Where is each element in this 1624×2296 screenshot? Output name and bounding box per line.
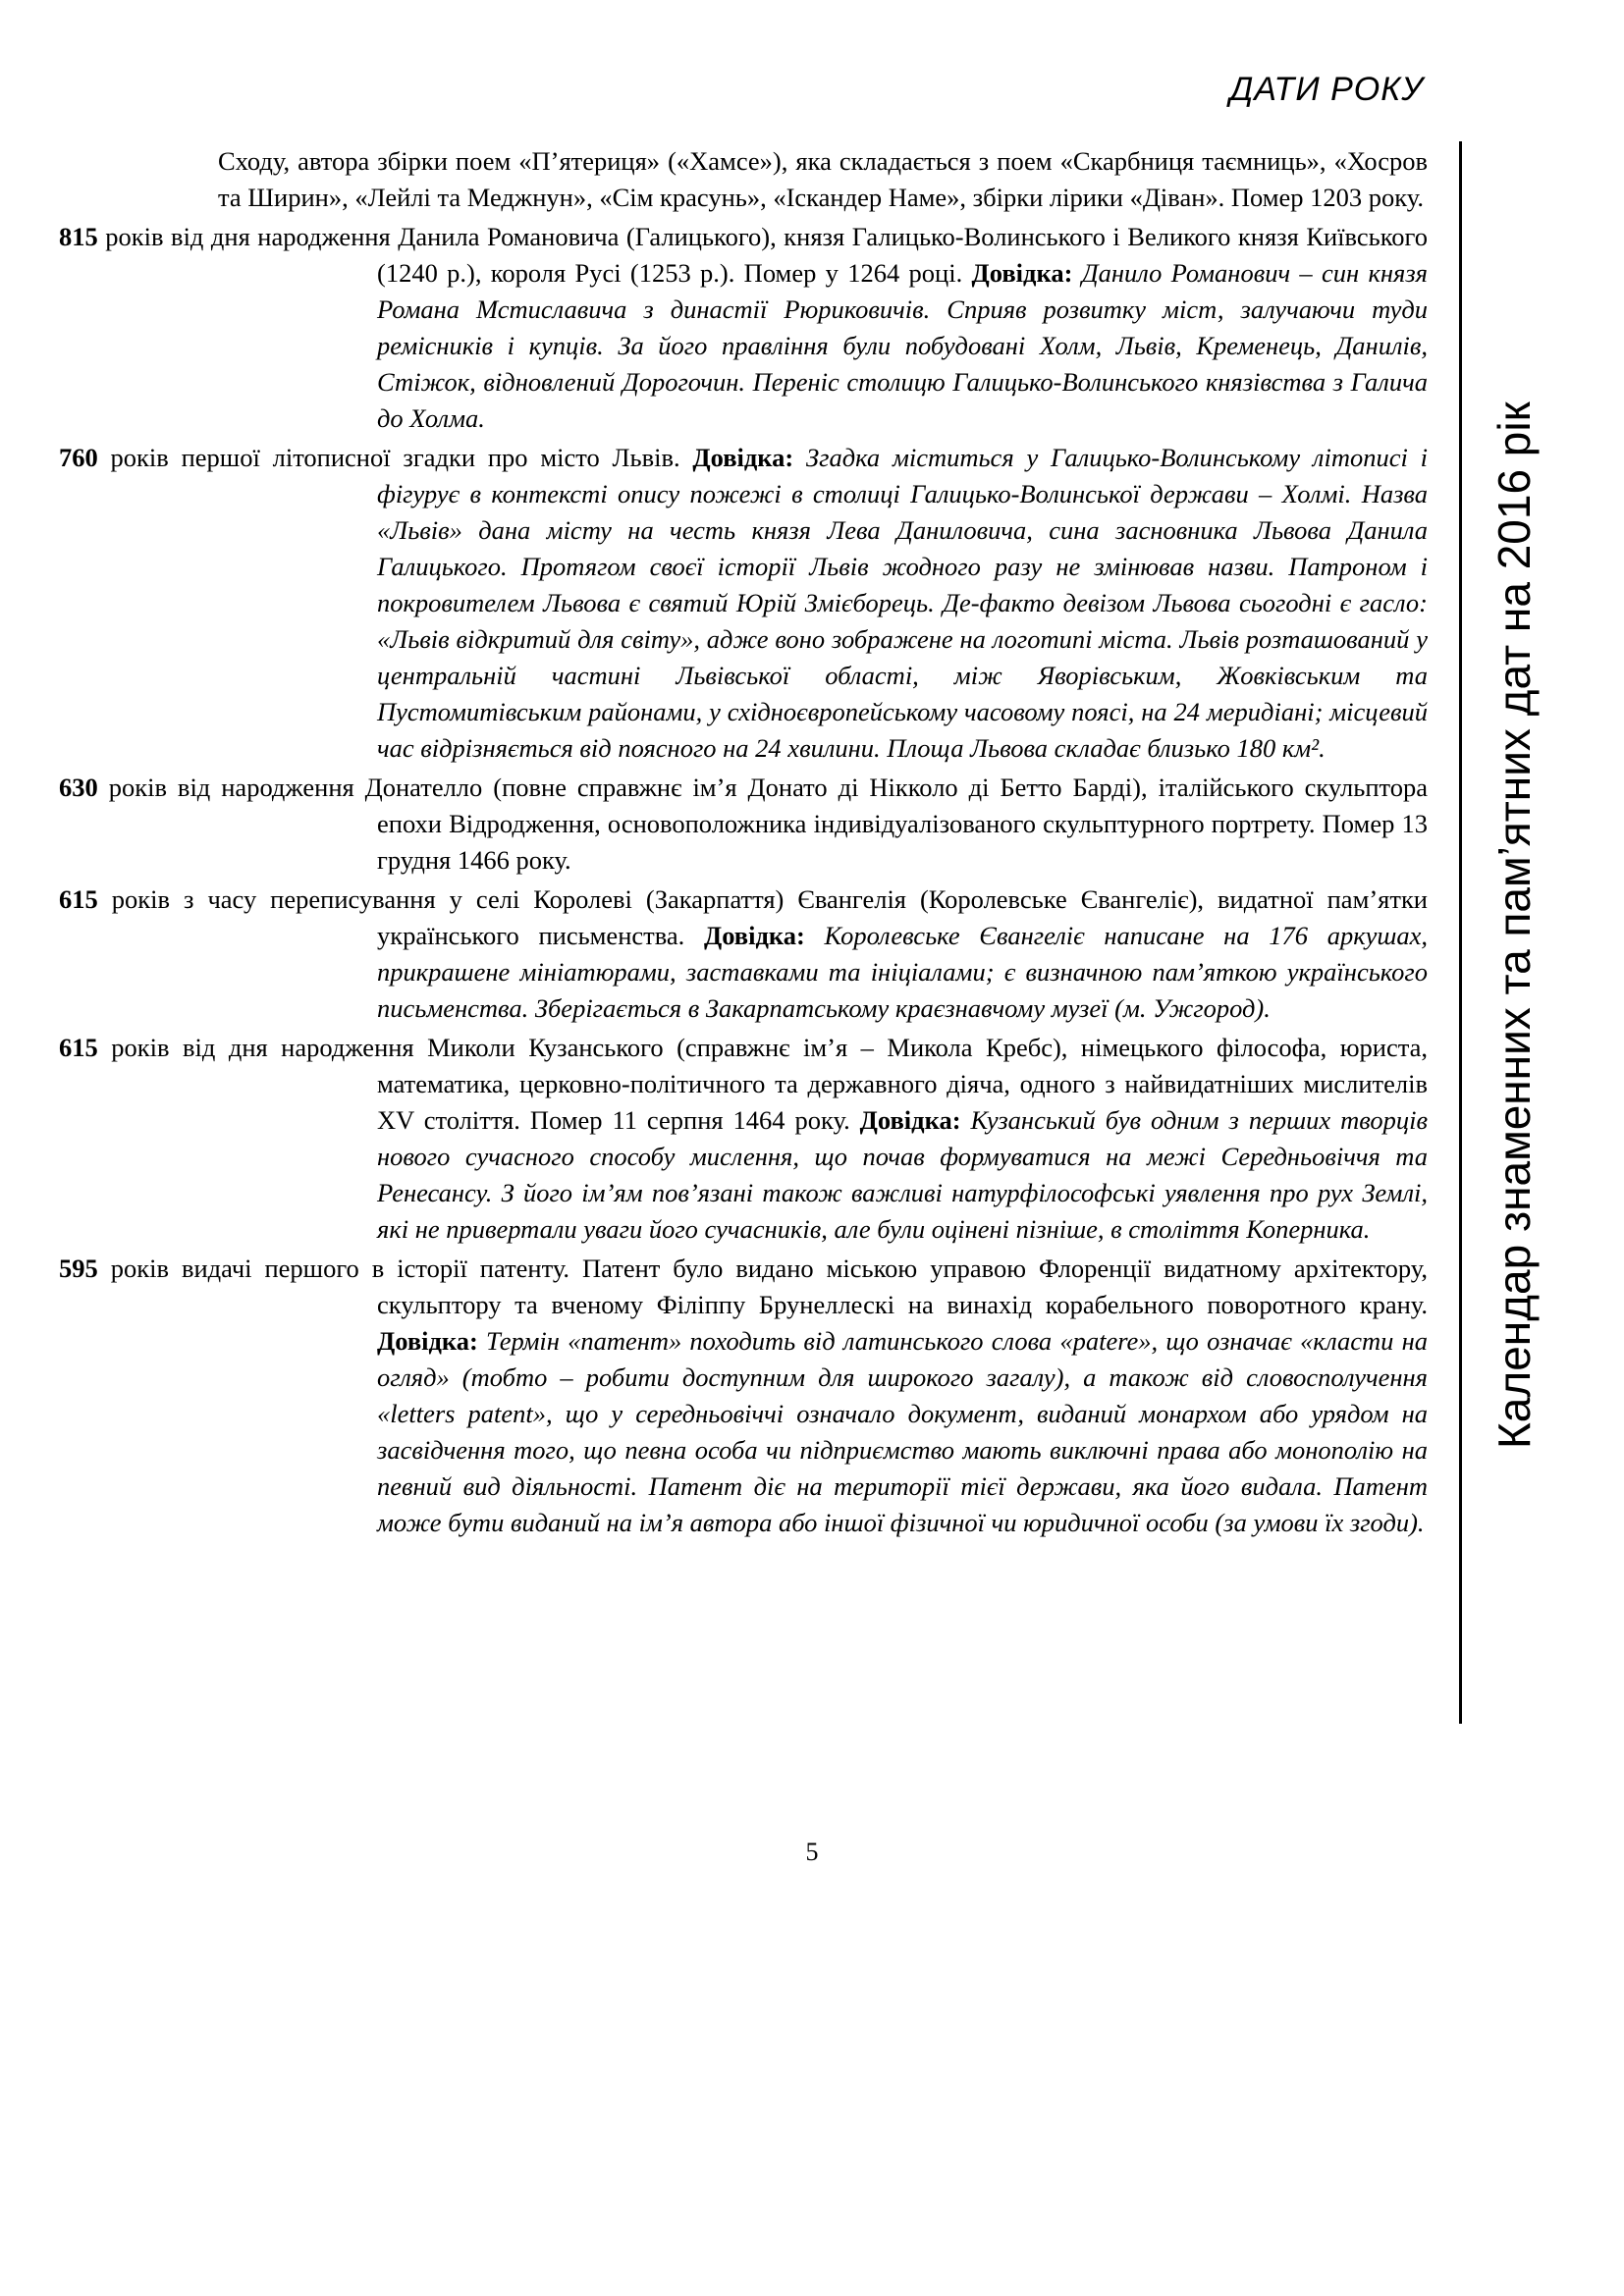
date-entry xyxy=(59,1251,1428,1541)
entry-text: років першої літописної згадки про місто Львів. xyxy=(97,443,693,472)
sidebar-title: Календар знаменних та пам’ятних дат на 2016 рік xyxy=(1489,401,1540,1449)
reference-text: Данило Романович – син князя Романа Мстиславича з династії Рюриковичів. Сприяв розвитку міст, залучаючи туди ремісників і купців. За його правління були побудовані Холм, Львів, Кременець, Данилів, Стіжок, відновлений Дорогочин. Переніс столицю Галицько-Волинського князівства з Галича до Холма. xyxy=(377,258,1428,433)
reference-text: Термін «патент» походить від латинського слова «patere», що означає «класти на огляд» (тобто – робити доступним для широкого загалу), а також від словосполучення «letters patent», що у середньовіччі означало документ, виданий монархом або урядом на засвідчення того, що певна особа чи підприємство мають виключні права або монополію на певний вид діяльності. Патент діє на території тієї держави, яка його видала. Патент може бути виданий на ім’я автора або іншої фізичної чи юридичної особи (за умови їх згоди). xyxy=(377,1326,1428,1537)
vertical-divider xyxy=(1459,141,1462,1724)
reference-text: Згадка міститься у Галицько-Волинському літописі і фігурує в контексті опису пожежі в столиці Галицько-Волинської держави – Холмі. Назва «Львів» дана місту на честь князя Лева Даниловича, сина засновника Львова Данила Галицького. Протягом своєї історії Львів жодного разу не змінював назви. Патроном і покровителем Львова є святий Юрій Змієборець. Де-факто девізом Львова сьогодні є гасло: «Львів відкритий для світу», адже воно зображене на логотипі міста. Львів розташований у центральній частині Львівської області, між Яворівським, Жовківським та Пустомитівським районами, у східноєвропейському часовому поясі, на 24 меридіані; місцевий час відрізняється від поясного на 24 хвилини. Площа Львова складає близько 180 км². xyxy=(377,443,1428,763)
running-header: ДАТИ РОКУ xyxy=(1229,71,1424,108)
date-entry xyxy=(59,219,1428,437)
entry-years: 615 xyxy=(59,1033,98,1062)
entry-years: 615 xyxy=(59,884,98,914)
entries-list xyxy=(59,219,1428,1541)
reference-label: Довідка: xyxy=(377,1326,478,1356)
entry-years: 630 xyxy=(59,773,98,802)
entry-text: років від народження Донателло (повне справжнє ім’я Донато ді Нікколо ді Бетто Барді), італійського скульптора епохи Відродження, основоположника індивідуалізованого скульптурного портрету. Помер 13 грудня 1466 року. xyxy=(97,773,1428,875)
reference-label: Довідка: xyxy=(971,258,1073,288)
date-entry xyxy=(59,770,1428,879)
date-entry xyxy=(59,1030,1428,1248)
reference-label: Довідка: xyxy=(692,443,794,472)
entry-years: 760 xyxy=(59,443,98,472)
intro-paragraph: Сходу, автора збірки поем «П’ятериця» («Хамсе»), яка складається з поем «Скарбниця таємниць», «Хосров та Ширин», «Лейлі та Меджнун», «Сім красунь», «Іскандер Наме», збірки лірики «Діван». Помер 1203 року. xyxy=(218,146,1428,212)
reference-text: Королевське Євангеліє написане на 176 аркушах, прикрашене мініатюрами, заставками та ініціалами; є визначною пам’яткою українського письменства. Зберігається в Закарпатському краєзнавчому музеї (м. Ужгород). xyxy=(377,921,1428,1023)
reference-label: Довідка: xyxy=(859,1105,961,1135)
entry-text: років від дня народження Данила Романовича (Галицького), князя Галицько-Волинського і Великого князя Київського (1240 р.), короля Русі (1253 р.). Помер у 1264 році. xyxy=(97,222,1428,288)
main-text xyxy=(59,143,1428,1541)
date-entry xyxy=(59,881,1428,1027)
date-entry xyxy=(59,440,1428,767)
entry-years: 595 xyxy=(59,1254,98,1283)
reference-label: Довідка: xyxy=(703,921,805,950)
entry-years: 815 xyxy=(59,222,98,251)
entry-text: років з часу переписування у селі Королеві (Закарпаття) Євангелія (Королевське Євангеліє), видатної пам’ятки українського письменства. xyxy=(97,884,1428,950)
entry-text: років від дня народження Миколи Кузанського (справжнє ім’я – Микола Кребс), німецького філософа, юриста, математика, церковно-політичного та державного діяча, одного з найвидатніших мислителів XV століття. Помер 11 серпня 1464 року. xyxy=(97,1033,1428,1135)
reference-text: Кузанський був одним з перших творців нового сучасного способу мислення, що почав формуватися на межі Середньовіччя та Ренесансу. З його ім’ям пов’язані також важливі натурфілософські уявлення про рух Землі, які не привертали уваги його сучасників, але були оцінені пізніше, в століття Коперника. xyxy=(377,1105,1428,1244)
page-number: 5 xyxy=(805,1838,819,1866)
entry-text: років видачі першого в історії патенту. Патент було видано міською управою Флоренції видатному архітектору, скульптору та вченому Філіппу Брунеллескі на винахід корабельного поворотного крану. xyxy=(97,1254,1428,1319)
